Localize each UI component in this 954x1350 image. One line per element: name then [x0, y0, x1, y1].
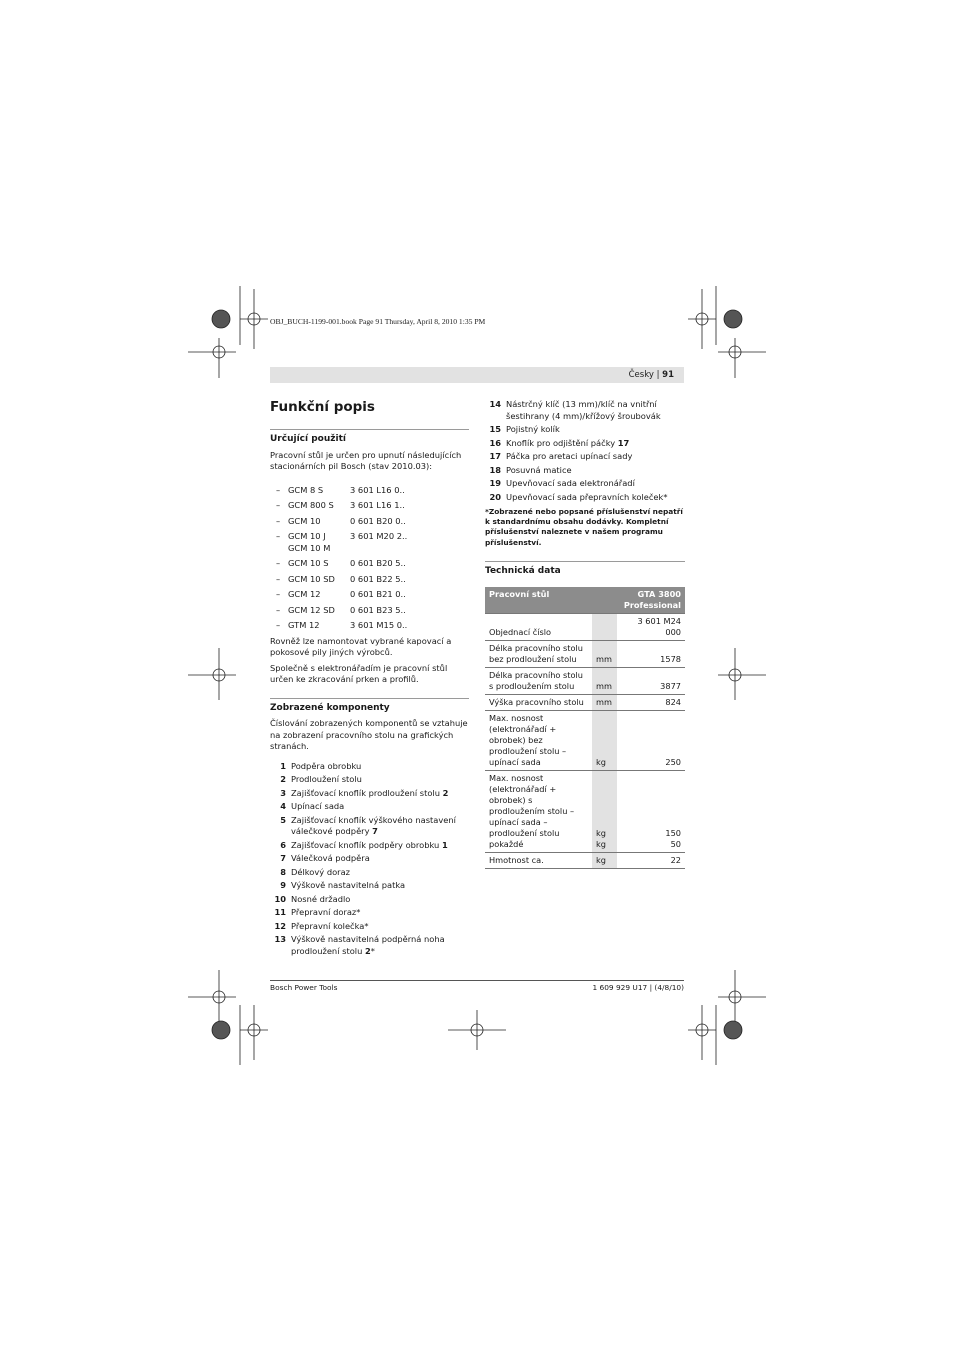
- component-text: Přepravní doraz*: [291, 907, 361, 917]
- page-header: [629, 370, 674, 380]
- component-text: Podpěra obrobku: [291, 760, 362, 771]
- component-text: Délkový doraz: [291, 866, 351, 877]
- model-number: 0 601 B20 0..: [350, 515, 406, 526]
- component-item: [270, 840, 469, 852]
- tech-unit: kg kg: [592, 771, 617, 853]
- header-separator: |: [656, 370, 660, 380]
- model-name: GCM 8 S: [288, 484, 324, 495]
- tech-label: Výška pracovního stolu: [485, 695, 592, 711]
- component-text: Zajišťovací knoflík výškového nastavení válečkové podpěry 7: [291, 814, 456, 836]
- component-text: Nástrčný klíč (13 mm)/klíč na vnitřní šestihrany (4 mm)/křížový šroubovák: [506, 399, 661, 421]
- intended-use-para2: Rovněž lze namontovat vybrané kapovací a pokosové pily jiných výrobců.: [270, 635, 452, 657]
- component-item: [270, 880, 469, 892]
- model-item: [270, 531, 469, 554]
- header-language: Česky: [628, 370, 654, 380]
- intended-use-intro: Pracovní stůl je určen pro upnutí následujících stacionárních pil Bosch (stav 2010.03):: [270, 449, 462, 471]
- model-number: 3 601 L16 1..: [350, 500, 405, 510]
- tech-data-heading: Technická data: [485, 561, 685, 578]
- component-number: 15: [489, 424, 501, 434]
- tech-label: Max. nosnost (elektronářadí + obrobek) bez prodloužení stolu – upínací sada: [485, 711, 592, 771]
- model-dash: –: [276, 484, 281, 495]
- model-item: [270, 605, 469, 617]
- model-dash: –: [276, 500, 281, 510]
- intended-use-para3: Společně s elektronářadím je pracovní stůl určen ke zkracování prken a profilů.: [270, 662, 448, 684]
- model-item: [270, 500, 469, 512]
- component-number: 8: [280, 866, 286, 877]
- component-text: Upínací sada: [291, 801, 345, 811]
- tech-label: Objednací číslo: [485, 614, 592, 641]
- component-item: [270, 774, 469, 786]
- component-number: 13: [274, 934, 286, 944]
- tech-header-right: [617, 587, 685, 614]
- components-list-left: [270, 761, 469, 958]
- component-text: Přepravní kolečka*: [291, 920, 369, 931]
- model-name: GTM 12: [288, 620, 320, 630]
- components-list-right: [485, 399, 685, 503]
- models-list: [270, 485, 469, 632]
- component-number: 10: [274, 893, 286, 904]
- tech-value: 3877: [617, 668, 685, 695]
- model-name: GCM 12 SD: [288, 604, 335, 615]
- tech-label: Délka pracovního stolu s prodloužením stolu: [485, 668, 592, 695]
- component-number: 11: [274, 907, 286, 917]
- model-name: GCM 10: [288, 515, 321, 526]
- component-item: [270, 921, 469, 933]
- model-number: 0 601 B22 5..: [350, 573, 406, 584]
- component-item: [485, 465, 685, 477]
- component-number: 18: [489, 464, 501, 475]
- tech-unit: kg: [592, 853, 617, 869]
- page-header-bar: [270, 367, 684, 383]
- component-text: Knoflík pro odjištění páčky 17: [506, 437, 630, 448]
- components-intro: Číslování zobrazených komponentů se vztahuje na zobrazení pracovního stolu na grafických stranách.: [270, 718, 468, 751]
- component-item: [270, 907, 469, 919]
- component-text: Válečková podpěra: [291, 853, 370, 863]
- tech-header-left: Pracovní stůl: [485, 587, 617, 614]
- tech-value: 150 50: [617, 771, 685, 853]
- model-number: 3 601 M15 0..: [350, 620, 408, 630]
- tech-unit: kg: [592, 711, 617, 771]
- left-column: [270, 429, 469, 959]
- component-item: [270, 761, 469, 773]
- components-heading: Zobrazené komponenty: [270, 698, 469, 715]
- component-item: [270, 801, 469, 813]
- tech-header-line: Professional: [623, 600, 681, 611]
- component-text: Upevňovací sada elektronářadí: [506, 478, 635, 488]
- model-number: 0 601 B21 0..: [350, 589, 406, 599]
- tech-row: [485, 695, 685, 711]
- component-text: Upevňovací sada přepravních koleček*: [506, 491, 668, 502]
- tech-label: Délka pracovního stolu bez prodloužení stolu: [485, 641, 592, 668]
- component-number: 1: [280, 760, 286, 771]
- model-name: GCM 10 J GCM 10 M: [288, 531, 331, 553]
- component-text: Páčka pro aretaci upínací sady: [506, 451, 633, 461]
- tech-table-header: [485, 587, 685, 614]
- component-number: 12: [274, 920, 286, 931]
- model-number: 0 601 B23 5..: [350, 604, 406, 615]
- component-number: 9: [280, 880, 286, 890]
- component-number: 4: [280, 801, 286, 811]
- page-title: Funkční popis: [270, 399, 375, 415]
- component-number: 17: [489, 451, 501, 461]
- component-text: Zajišťovací knoflík prodloužení stolu 2: [291, 787, 449, 798]
- tech-unit: [592, 614, 617, 641]
- component-number: 3: [280, 787, 286, 798]
- component-number: 7: [280, 853, 286, 863]
- footer-rule: [270, 980, 684, 981]
- model-dash: –: [276, 515, 281, 526]
- tech-value: 22: [617, 853, 685, 869]
- tech-header-model: GTA 3800: [637, 589, 681, 600]
- tech-row: [485, 711, 685, 771]
- component-text: Prodloužení stolu: [291, 774, 362, 784]
- model-name: GCM 800 S: [288, 500, 334, 510]
- model-item: [270, 516, 469, 528]
- model-item: [270, 485, 469, 497]
- component-number: 2: [280, 774, 286, 784]
- component-number: 19: [489, 478, 501, 488]
- component-ref: 17: [617, 437, 630, 448]
- model-number: 3 601 L16 0..: [350, 484, 405, 495]
- model-dash: –: [276, 604, 281, 615]
- model-dash: –: [276, 589, 281, 599]
- component-text: Posuvná matice: [506, 464, 572, 475]
- model-dash: –: [276, 573, 281, 584]
- component-number: 14: [489, 399, 501, 409]
- model-dash: –: [276, 620, 281, 630]
- tech-unit: mm: [592, 668, 617, 695]
- tech-row: [485, 641, 685, 668]
- component-item: [270, 815, 469, 838]
- component-item: [270, 894, 469, 906]
- component-item: [270, 867, 469, 879]
- model-dash: –: [276, 558, 281, 568]
- component-number: 6: [280, 839, 286, 850]
- tech-value: 250: [617, 711, 685, 771]
- component-text: Výškově nastavitelná podpěrná noha prodloužení stolu 2*: [291, 934, 445, 956]
- component-text: Pojistný kolík: [506, 424, 560, 434]
- footer-left: Bosch Power Tools: [270, 983, 338, 992]
- component-item: [485, 451, 685, 463]
- component-item: [270, 934, 469, 957]
- tech-row: [485, 614, 685, 641]
- component-item: [270, 788, 469, 800]
- component-text: Výškově nastavitelná patka: [291, 880, 406, 890]
- model-item: [270, 558, 469, 570]
- print-slug: OBJ_BUCH-1199-001.book Page 91 Thursday, April 8, 2010 1:35 PM: [270, 317, 486, 326]
- model-name: GCM 12: [288, 589, 321, 599]
- model-item: [270, 574, 469, 586]
- component-number: 20: [489, 491, 501, 502]
- tech-unit: mm: [592, 695, 617, 711]
- model-name: GCM 10 SD: [288, 573, 335, 584]
- accessories-note: *Zobrazené nebo popsané příslušenství nepatří k standardnímu obsahu dodávky. Kompletní příslušenství naleznete v našem programu příslušenství.: [485, 507, 683, 547]
- tech-label: Hmotnost ca.: [485, 853, 592, 869]
- component-item: [485, 492, 685, 504]
- model-dash: –: [276, 531, 281, 541]
- model-name: GCM 10 S: [288, 558, 329, 568]
- page-number: 91: [662, 370, 674, 380]
- right-column: [485, 399, 685, 869]
- intended-use-heading: Určující použití: [270, 429, 469, 446]
- component-text: Nosné držadlo: [291, 893, 351, 904]
- component-text: Zajišťovací knoflík podpěry obrobku 1: [291, 839, 448, 850]
- tech-value: 1578: [617, 641, 685, 668]
- tech-row: [485, 668, 685, 695]
- tech-row: [485, 853, 685, 869]
- footer-right: 1 609 929 U17 | (4/8/10): [592, 983, 684, 992]
- component-number: 5: [280, 814, 286, 825]
- component-item: [270, 853, 469, 865]
- component-ref: 7: [372, 826, 378, 836]
- component-number: 16: [489, 437, 501, 448]
- model-number: 0 601 B20 5..: [350, 558, 406, 568]
- tech-unit: mm: [592, 641, 617, 668]
- component-item: [485, 478, 685, 490]
- tech-row: [485, 771, 685, 853]
- component-item: [485, 424, 685, 436]
- component-ref: 1: [441, 839, 448, 850]
- tech-data-table: [485, 587, 685, 869]
- model-item: [270, 589, 469, 601]
- component-ref: 2: [365, 945, 371, 956]
- tech-label: Max. nosnost (elektronářadí + obrobek) s prodloužením stolu – upínací sada – prodloužení stolu pokaždé: [485, 771, 592, 853]
- component-ref: 2: [442, 787, 449, 798]
- component-item: [485, 438, 685, 450]
- model-item: [270, 620, 469, 632]
- tech-value: 824: [617, 695, 685, 711]
- component-item: [485, 399, 685, 422]
- tech-value: 3 601 M24 000: [617, 614, 685, 641]
- model-number: 3 601 M20 2..: [350, 531, 408, 541]
